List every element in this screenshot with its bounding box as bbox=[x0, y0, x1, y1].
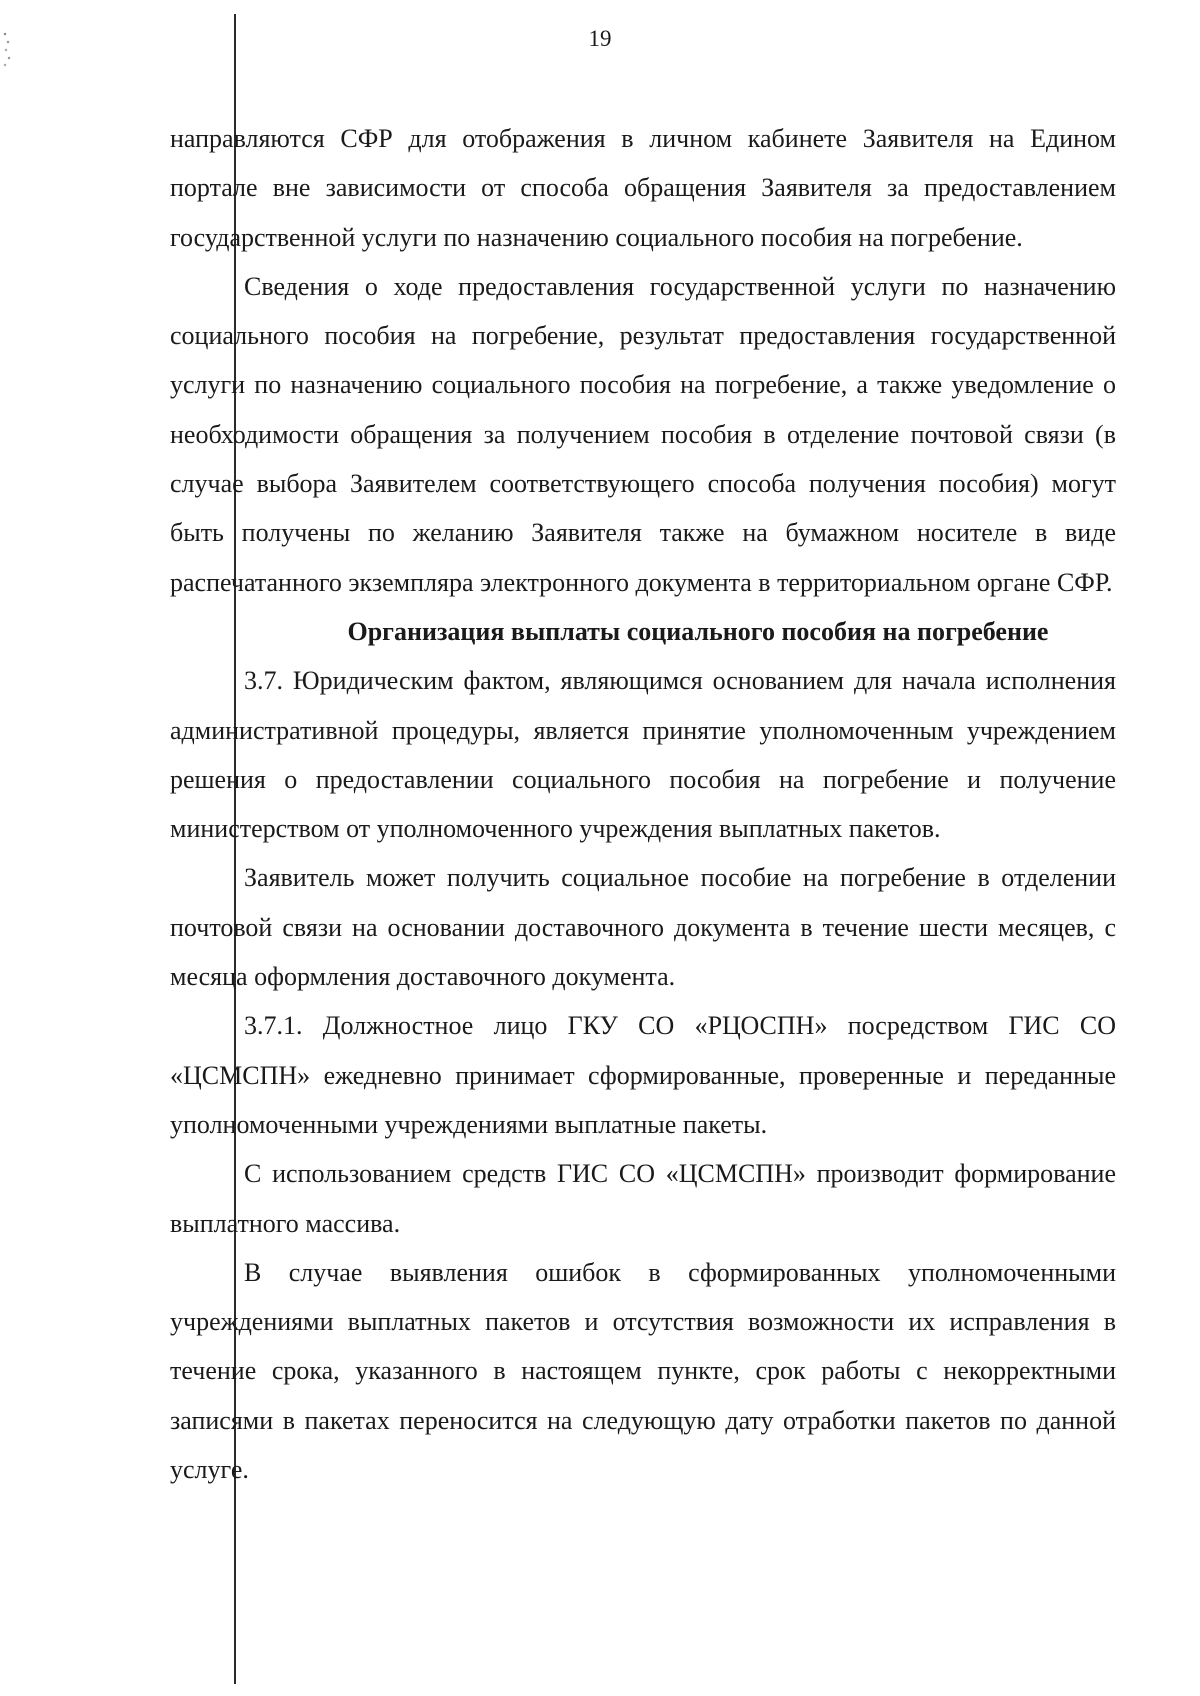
page-number: 19 bbox=[588, 26, 612, 51]
document-body bbox=[170, 114, 1116, 1494]
paragraph-service-info: Сведения о ходе предоставления государственной услуги по назначению социального пособия на погребение, результат предоставления государственной услуги по назначению социального пособия на погребение, а также уведомление о необходимости обращения за получением пособия в отделение почтовой связи (в случае выбора Заявителем соответствующего способа получения пособия) могут быть получены по желанию Заявителя также на бумажном носителе в виде распечатанного экземпляра электронного документа в территориальном органе СФР. bbox=[170, 271, 1116, 597]
paragraph-applicant: Заявитель может получить социальное пособие на погребение в отделении почтовой связи на основании доставочного документа в течение шести месяцев, с месяца оформления доставочного документа. bbox=[170, 863, 1116, 992]
paragraph-gis-usage: С использованием средств ГИС СО «ЦСМСПН» производит формирование выплатного массива. bbox=[170, 1159, 1116, 1238]
paragraph-errors: В случае выявления ошибок в сформированных уполномоченными учреждениями выплатных пакетов и отсутствия возможности их исправления в течение срока, указанного в настоящем пункте, срок работы с некорректными записями в пакетах переносится на следующую дату отработки пакетов по данной услуге. bbox=[170, 1257, 1116, 1485]
paragraph-continuation: направляются СФР для отображения в личном кабинете Заявителя на Едином портале вне зависимости от способа обращения Заявителя за предоставлением государственной услуги по назначению социального пособия на погребение. bbox=[170, 124, 1116, 252]
paragraph-3-7: 3.7. Юридическим фактом, являющимся основанием для начала исполнения административной процедуры, является принятие уполномоченным учреждением решения о предоставлении социального пособия на погребение и получение министерством от уполномоченного учреждения выплатных пакетов. bbox=[170, 666, 1116, 844]
paragraph-3-7-1: 3.7.1. Должностное лицо ГКУ СО «РЦОСПН» посредством ГИС СО «ЦСМСПН» ежедневно принимает сформированные, проверенные и переданные уполномоченными учреждениями выплатные пакеты. bbox=[170, 1011, 1116, 1139]
section-heading: Организация выплаты социального пособия на погребение bbox=[347, 616, 1049, 646]
